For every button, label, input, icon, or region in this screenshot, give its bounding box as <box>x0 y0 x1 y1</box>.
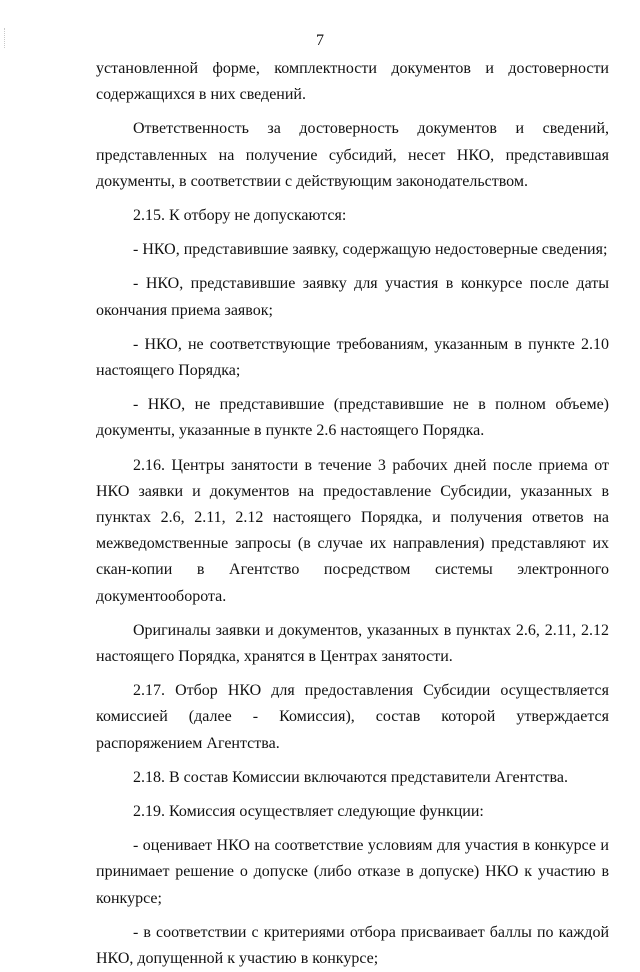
paragraph-originals: Оригиналы заявки и документов, указанных в пунктах 2.6, 2.11, 2.12 настоящего Порядка, хранятся в Центрах занятости. <box>96 621 609 666</box>
list-item-evaluate: - оценивает НКО на соответствие условиям для участия в конкурсе и принимает решение о допуске (либо отказе в допуске) НКО к участию в конкурсе; <box>96 837 609 907</box>
page-body <box>96 56 609 972</box>
paragraph-2-18: 2.18. В состав Комиссии включаются представители Агентства. <box>133 768 568 786</box>
list-item-documents: - НКО, не представившие (представившие не в полном объеме) документы, указанные в пункте 2.6 настоящего Порядка. <box>96 396 609 440</box>
paragraph-2-15: 2.15. К отбору не допускаются: <box>133 207 347 225</box>
paragraph-continuation: установленной форме, комплектности документов и достоверности содержащихся в них сведений. <box>96 60 609 104</box>
list-item-late-application: - НКО, представившие заявку для участия в конкурсе после даты окончания приема заявок; <box>96 275 609 319</box>
list-item-unreliable-info: - НКО, представившие заявку, содержащую недостоверные сведения; <box>133 241 608 259</box>
paragraph-2-16: 2.16. Центры занятости в течение 3 рабочих дней после приема от НКО заявки и документов на предоставление Субсидии, указанных в пунктах 2.6, 2.11, 2.12 настоящего Порядка, и получения ответов на межведомственные запросы (в случае их направления) представляют их скан-копии в Агентство посредством системы электронного документооборота. <box>96 456 609 605</box>
list-item-score: - в соответствии с критериями отбора присваивает баллы по каждой НКО, допущенной к участию в конкурсе; <box>96 923 609 968</box>
paragraph-responsibility: Ответственность за достоверность документов и сведений, представленных на получение субсидий, несет НКО, представившая документы, в соответствии с действующим законодательством. <box>96 120 609 190</box>
paragraph-2-19: 2.19. Комиссия осуществляет следующие функции: <box>133 803 484 821</box>
page-number: 7 <box>316 32 324 49</box>
list-item-requirements: - НКО, не соответствующие требованиям, указанным в пункте 2.10 настоящего Порядка; <box>96 335 609 380</box>
paragraph-2-17: 2.17. Отбор НКО для предоставления Субсидии осуществляется комиссией (далее - Комиссия), состав которой утверждается распоряжением Агентства. <box>96 682 609 752</box>
